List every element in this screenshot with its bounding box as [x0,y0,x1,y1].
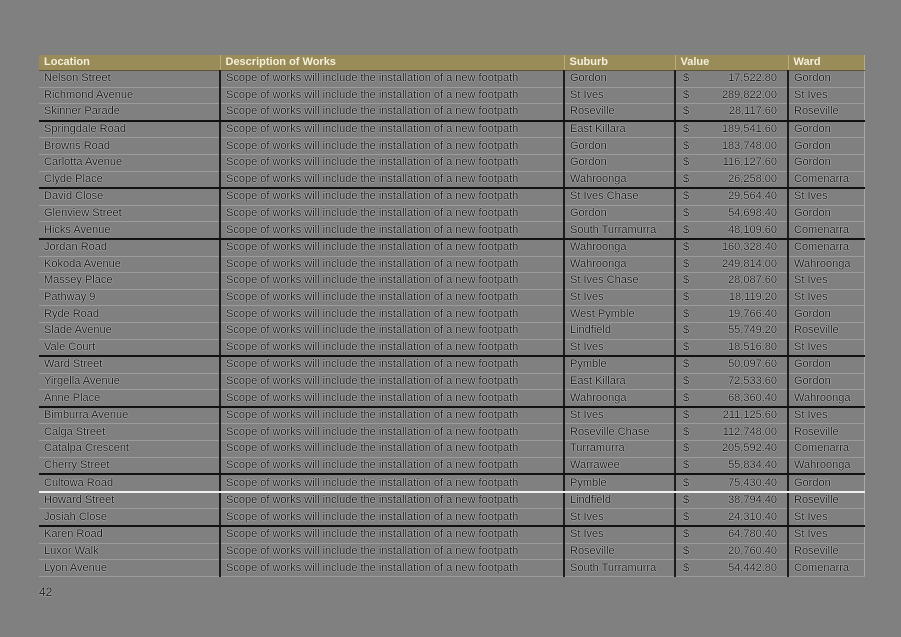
currency-symbol: $ [683,391,690,404]
table-row [39,289,864,306]
cell-ward: Comenarra [788,560,864,577]
table-row [39,441,864,458]
cell-description: Scope of works will include the installation of a new footpath [220,71,564,88]
cell-value [675,356,788,373]
cell-location: Calga Street [39,424,220,441]
table-header-row [39,55,864,71]
currency-symbol: $ [683,528,690,541]
header-suburb: Suburb [564,55,675,71]
value-amount: 54,698.40 [728,207,777,220]
cell-ward: Roseville [788,104,864,121]
cell-suburb: St Ives Chase [564,188,675,205]
cell-value [675,154,788,171]
cell-value [675,306,788,323]
cell-description: Scope of works will include the installation of a new footpath [220,492,564,509]
cell-suburb: St Ives [564,407,675,424]
cell-suburb: Gordon [564,154,675,171]
value-amount: 112,748.00 [722,425,777,438]
table-row [39,457,864,474]
value-amount: 29,564.40 [728,190,777,203]
cell-suburb: East Killara [564,121,675,138]
cell-suburb: Roseville [564,104,675,121]
table-row [39,339,864,356]
cell-suburb: Gordon [564,138,675,155]
cell-suburb: Wahroonga [564,256,675,273]
cell-description: Scope of works will include the installation of a new footpath [220,121,564,138]
cell-value [675,104,788,121]
cell-location: Hicks Avenue [39,222,220,239]
cell-value [675,424,788,441]
cell-location: Glenview Street [39,205,220,222]
currency-symbol: $ [683,324,690,337]
cell-value [675,171,788,188]
table-row [39,171,864,188]
cell-ward: Roseville [788,424,864,441]
cell-ward: St Ives [788,188,864,205]
cell-description: Scope of works will include the installation of a new footpath [220,222,564,239]
table-row [39,239,864,256]
cell-location: Nelson Street [39,71,220,88]
value-amount: 38,794.40 [728,494,777,507]
cell-description: Scope of works will include the installation of a new footpath [220,390,564,407]
table-row [39,560,864,577]
cell-suburb: Turramurra [564,441,675,458]
cell-description: Scope of works will include the installation of a new footpath [220,509,564,526]
value-amount: 55,834.40 [728,458,777,471]
value-amount: 26,258.00 [728,172,777,185]
cell-location: Springdale Road [39,121,220,138]
cell-description: Scope of works will include the installation of a new footpath [220,104,564,121]
cell-location: Kokoda Avenue [39,256,220,273]
value-amount: 17,522.80 [728,72,777,85]
header-ward: Ward [788,55,864,71]
cell-suburb: St Ives [564,526,675,543]
cell-location: David Close [39,188,220,205]
cell-location: Cultowa Road [39,474,220,492]
table-row [39,509,864,526]
cell-suburb: St Ives [564,87,675,104]
cell-description: Scope of works will include the installation of a new footpath [220,526,564,543]
cell-value [675,322,788,339]
header-location: Location [39,55,220,71]
cell-description: Scope of works will include the installation of a new footpath [220,87,564,104]
value-amount: 20,760.40 [728,544,777,557]
cell-ward: Roseville [788,492,864,509]
cell-location: Clyde Place [39,171,220,188]
cell-ward: Wahroonga [788,256,864,273]
currency-symbol: $ [683,223,690,236]
cell-suburb: Pymble [564,356,675,373]
cell-suburb: St Ives Chase [564,273,675,290]
currency-symbol: $ [683,105,690,118]
table-row [39,492,864,509]
currency-symbol: $ [683,409,690,422]
table-row [39,306,864,323]
table-row [39,356,864,373]
table-row [39,474,864,492]
cell-description: Scope of works will include the installation of a new footpath [220,356,564,373]
table-row [39,154,864,171]
cell-value [675,390,788,407]
value-amount: 205,592.40 [721,442,777,455]
cell-location: Carlotta Avenue [39,154,220,171]
cell-location: Bimburra Avenue [39,407,220,424]
currency-symbol: $ [683,458,690,471]
cell-location: Cherry Street [39,457,220,474]
table-row [39,256,864,273]
cell-ward: Gordon [788,121,864,138]
currency-symbol: $ [683,123,690,136]
cell-ward: Gordon [788,474,864,492]
table-row [39,71,864,88]
table-row [39,543,864,560]
cell-value [675,543,788,560]
value-amount: 50,097.60 [728,358,777,371]
cell-value [675,138,788,155]
cell-value [675,560,788,577]
cell-ward: Wahroonga [788,390,864,407]
cell-value [675,492,788,509]
cell-description: Scope of works will include the installation of a new footpath [220,154,564,171]
value-amount: 211,125.60 [722,409,777,422]
table-row [39,138,864,155]
cell-location: Slade Avenue [39,322,220,339]
cell-description: Scope of works will include the installation of a new footpath [220,457,564,474]
value-amount: 18,516.80 [728,340,777,353]
currency-symbol: $ [683,72,690,85]
cell-ward: Comenarra [788,171,864,188]
cell-description: Scope of works will include the installation of a new footpath [220,322,564,339]
currency-symbol: $ [683,156,690,169]
table-row [39,407,864,424]
table-row [39,390,864,407]
cell-description: Scope of works will include the installation of a new footpath [220,273,564,290]
cell-value [675,188,788,205]
cell-value [675,289,788,306]
header-description: Description of Works [220,55,564,71]
currency-symbol: $ [683,544,690,557]
table-row [39,373,864,390]
cell-suburb: Wahroonga [564,171,675,188]
cell-location: Jordan Road [39,239,220,256]
cell-suburb: Roseville Chase [564,424,675,441]
cell-ward: St Ives [788,273,864,290]
currency-symbol: $ [683,561,690,574]
currency-symbol: $ [683,358,690,371]
value-amount: 19,766.40 [728,307,777,320]
cell-value [675,205,788,222]
table-row [39,222,864,239]
cell-ward: Gordon [788,356,864,373]
cell-description: Scope of works will include the installation of a new footpath [220,289,564,306]
cell-value [675,526,788,543]
value-amount: 18,119.20 [728,291,777,304]
cell-suburb: Gordon [564,71,675,88]
cell-value [675,509,788,526]
cell-suburb: South Turramurra [564,560,675,577]
cell-location: Karen Road [39,526,220,543]
currency-symbol: $ [683,307,690,320]
cell-ward: Wahroonga [788,457,864,474]
value-amount: 249,814.00 [721,257,777,270]
cell-suburb: Warrawee [564,457,675,474]
cell-suburb: St Ives [564,339,675,356]
value-amount: 75,430.40 [728,476,777,489]
cell-value [675,407,788,424]
cell-location: Luxor Walk [39,543,220,560]
currency-symbol: $ [683,340,690,353]
cell-value [675,121,788,138]
currency-symbol: $ [683,476,690,489]
cell-value [675,71,788,88]
cell-location: Richmond Avenue [39,87,220,104]
currency-symbol: $ [683,510,690,523]
cell-value [675,441,788,458]
value-amount: 24,310.40 [728,510,777,523]
cell-location: Yirgella Avenue [39,373,220,390]
cell-suburb: South Turramurra [564,222,675,239]
cell-description: Scope of works will include the installation of a new footpath [220,441,564,458]
cell-location: Catalpa Crescent [39,441,220,458]
cell-ward: St Ives [788,87,864,104]
cell-value [675,222,788,239]
cell-suburb: Gordon [564,205,675,222]
cell-location: Lyon Avenue [39,560,220,577]
cell-value [675,256,788,273]
cell-value [675,474,788,492]
cell-ward: Gordon [788,306,864,323]
currency-symbol: $ [683,88,690,101]
cell-location: Josiah Close [39,509,220,526]
cell-ward: St Ives [788,407,864,424]
currency-symbol: $ [683,494,690,507]
value-amount: 160,328.40 [721,241,777,254]
cell-location: Skinner Parade [39,104,220,121]
value-amount: 54,442.80 [728,561,777,574]
cell-ward: Gordon [788,154,864,171]
cell-value [675,457,788,474]
cell-ward: Gordon [788,71,864,88]
cell-description: Scope of works will include the installation of a new footpath [220,256,564,273]
cell-ward: St Ives [788,509,864,526]
cell-ward: Roseville [788,543,864,560]
cell-suburb: Wahroonga [564,390,675,407]
cell-ward: St Ives [788,526,864,543]
currency-symbol: $ [683,374,690,387]
table-row [39,205,864,222]
cell-suburb: Pymble [564,474,675,492]
cell-suburb: East Killara [564,373,675,390]
value-amount: 55,749.20 [728,324,777,337]
cell-value [675,239,788,256]
cell-ward: Gordon [788,138,864,155]
cell-ward: St Ives [788,289,864,306]
cell-value [675,373,788,390]
value-amount: 116,127.60 [722,156,777,169]
cell-location: Massey Place [39,273,220,290]
cell-location: Ward Street [39,356,220,373]
cell-suburb: Wahroonga [564,239,675,256]
value-amount: 48,109.60 [728,223,777,236]
cell-suburb: St Ives [564,289,675,306]
value-amount: 183,748.00 [721,139,777,152]
cell-location: Anne Place [39,390,220,407]
cell-description: Scope of works will include the installation of a new footpath [220,205,564,222]
currency-symbol: $ [683,291,690,304]
table-row [39,526,864,543]
table-row [39,104,864,121]
cell-description: Scope of works will include the installation of a new footpath [220,188,564,205]
cell-description: Scope of works will include the installation of a new footpath [220,424,564,441]
table-row [39,273,864,290]
cell-location: Ryde Road [39,306,220,323]
cell-suburb: Roseville [564,543,675,560]
cell-description: Scope of works will include the installation of a new footpath [220,306,564,323]
currency-symbol: $ [683,425,690,438]
table-row [39,188,864,205]
table-row [39,87,864,104]
cell-ward: Comenarra [788,441,864,458]
header-value: Value [675,55,788,71]
cell-location: Vale Court [39,339,220,356]
table-row [39,322,864,339]
value-amount: 28,087.60 [728,274,777,287]
cell-suburb: Lindfield [564,322,675,339]
currency-symbol: $ [683,172,690,185]
works-table [39,55,865,577]
table-body [39,71,864,577]
table-row [39,424,864,441]
cell-ward: St Ives [788,339,864,356]
value-amount: 72,533.60 [728,374,777,387]
cell-ward: Roseville [788,322,864,339]
cell-description: Scope of works will include the installation of a new footpath [220,339,564,356]
table-row [39,121,864,138]
cell-value [675,87,788,104]
cell-value [675,339,788,356]
cell-description: Scope of works will include the installation of a new footpath [220,171,564,188]
currency-symbol: $ [683,274,690,287]
value-amount: 68,360.40 [728,391,777,404]
currency-symbol: $ [683,257,690,270]
cell-value [675,273,788,290]
cell-ward: Gordon [788,373,864,390]
cell-description: Scope of works will include the installation of a new footpath [220,474,564,492]
cell-description: Scope of works will include the installation of a new footpath [220,373,564,390]
cell-description: Scope of works will include the installation of a new footpath [220,239,564,256]
cell-description: Scope of works will include the installation of a new footpath [220,543,564,560]
cell-description: Scope of works will include the installation of a new footpath [220,407,564,424]
cell-description: Scope of works will include the installation of a new footpath [220,560,564,577]
cell-location: Browns Road [39,138,220,155]
currency-symbol: $ [683,442,690,455]
currency-symbol: $ [683,190,690,203]
currency-symbol: $ [683,207,690,220]
value-amount: 289,822.00 [721,88,777,101]
cell-description: Scope of works will include the installation of a new footpath [220,138,564,155]
cell-suburb: West Pymble [564,306,675,323]
page-number: 42 [39,585,53,599]
cell-location: Pathway 9 [39,289,220,306]
currency-symbol: $ [683,139,690,152]
currency-symbol: $ [683,241,690,254]
cell-suburb: Lindfield [564,492,675,509]
cell-ward: Gordon [788,205,864,222]
value-amount: 64,780.40 [728,528,777,541]
value-amount: 189,541.60 [721,123,777,136]
cell-suburb: St Ives [564,509,675,526]
value-amount: 28,117.60 [728,105,777,118]
cell-location: Howard Street [39,492,220,509]
cell-ward: Comenarra [788,239,864,256]
cell-ward: Comenarra [788,222,864,239]
